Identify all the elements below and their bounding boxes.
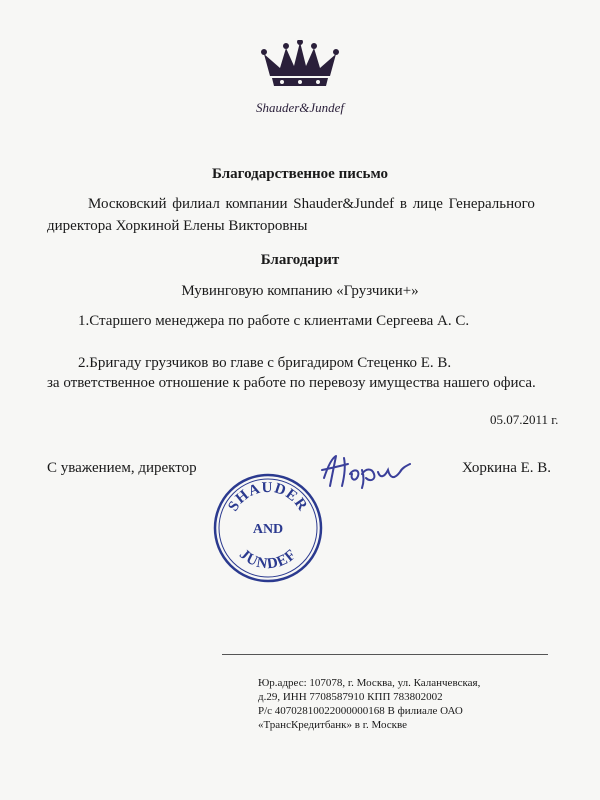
recipient-company: Мувинговую компанию «Грузчики+» (181, 283, 419, 299)
stamp-text-middle: AND (252, 522, 284, 537)
footer-requisites (258, 676, 480, 732)
handwritten-signature-icon (318, 448, 418, 498)
stamp-text-top: SHAUDER (225, 479, 311, 515)
list-item-2-continuation: за ответственное отношение к работе по перевозу имущества нашего офиса. (47, 375, 536, 391)
crown-icon (260, 40, 340, 92)
letter-title: Благодарственное письмо (212, 166, 388, 182)
letterhead-logo (0, 40, 600, 92)
signer-name: Хоркина Е. В. (462, 460, 552, 476)
footer-line-1: Юр.адрес: 107078, г. Москва, ул. Каланчевская, (258, 677, 481, 689)
thanks-heading: Благодарит (260, 252, 340, 268)
letterhead-brand: Shauder&Jundef (255, 100, 345, 115)
list-item-2: 2.Бригаду грузчиков во главе с бригадиром Стеценко Е. В. (78, 355, 452, 371)
regards-text: С уважением, директор (47, 460, 197, 476)
footer-line-2: д.29, ИНН 7708587910 КПП 783802002 (258, 691, 443, 703)
intro-line-1: Московский филиал компании Shauder&Jundef в лице Генерального (88, 196, 535, 212)
footer-line-3: Р/с 40702810022000000168 В филиале ОАО (258, 705, 463, 717)
intro-line-2: директора Хоркиной Елены Викторовны (47, 218, 308, 234)
company-stamp (212, 472, 324, 584)
letter-date: 05.07.2011 г. (490, 412, 559, 427)
footer-divider (222, 654, 548, 655)
list-item-1: 1.Старшего менеджера по работе с клиентами Сергеева А. С. (78, 313, 470, 329)
footer-line-4: «ТрансКредитбанк» в г. Москве (258, 719, 408, 731)
stamp-text-bottom: JUNDEF (236, 546, 300, 573)
